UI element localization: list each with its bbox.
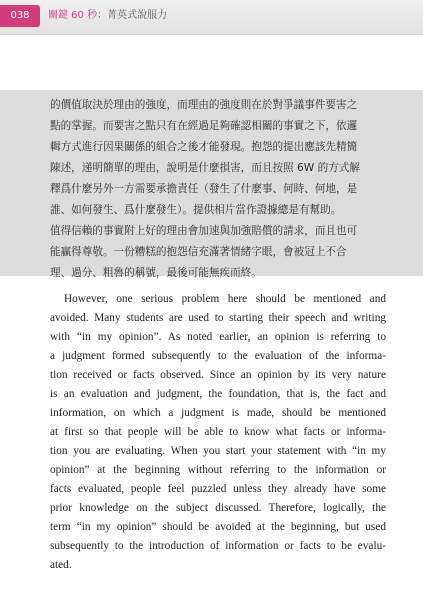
english-line: prior knowledge on the subject discussed. Therefore, logically, the <box>50 502 386 514</box>
english-line: information, on which a judgment is made, should be mentioned <box>50 407 386 419</box>
chinese-line: 釋爲什麼另外一方需要承擔責任（發生了什麼事、何時、何地，是 <box>50 183 358 195</box>
chinese-line: 能贏得尊敬。一份糟糕的抱怨信充滿著情緒字眼，會被冠上不合 <box>50 246 347 258</box>
english-line: at first so that people will be able to know what facts or informa- <box>50 426 386 438</box>
chinese-line: 理、過分、粗魯的稱號，最後可能無疾而終。 <box>50 267 262 279</box>
english-line: is an evaluation and judgment, the foundation, that is, the fact and <box>50 388 386 400</box>
english-line: a judgment formed subsequently to the evaluation of the informa- <box>50 350 386 362</box>
book-title-main: 關鍵 60 秒 <box>48 10 98 21</box>
english-line: ated. <box>50 559 72 571</box>
chinese-line: 誰、如何發生、爲什麼發生）。提供相片當作證據總是有幫助。 <box>50 204 342 216</box>
english-line: avoided. Many students are used to starting their speech and writing <box>50 312 386 324</box>
english-line: opinion” at the beginning without referring to the information or <box>50 464 386 476</box>
chinese-line: 陳述，递明簡單的理由，說明是什麼損害，而且按照 6W 的方式解 <box>50 162 360 174</box>
chinese-line: 點的掌握。而要害之點只有在經過足夠確認相關的事實之下，依邏 <box>50 120 358 132</box>
english-line: term “in my opinion” should be avoided at the beginning, but used <box>50 521 386 533</box>
chinese-line: 輯方式進行因果關係的組合之後才能發現。抱怨的提出應該先精簡 <box>50 141 358 153</box>
page-number: 038 <box>0 5 40 27</box>
english-line: tion you are evaluating. When you start your statement with “in my <box>50 445 386 457</box>
running-header <box>0 0 423 35</box>
english-line: tion received or facts observed. Since an opinion by its very nature <box>50 369 386 381</box>
english-line: subsequently to the introduction of information or facts to be evalu- <box>50 540 386 552</box>
title-separator: ： <box>97 10 108 21</box>
english-line: with “in my opinion”. As noted earlier, an opinion is referring to <box>50 331 386 343</box>
english-line: facts evaluated, people feel puzzled unless they already have some <box>50 483 386 495</box>
chinese-line: 的價值取決於理由的強度，而理由的強度則在於對爭議事件要害之 <box>50 99 358 111</box>
book-title <box>48 5 167 27</box>
english-line: However, one serious problem here should be mentioned and <box>64 293 386 305</box>
chinese-line: 值得信賴的事實附上好的理由會加速與加強賠償的請求，而且也可 <box>50 225 358 237</box>
book-subtitle: 菁英式說服力 <box>107 10 168 21</box>
